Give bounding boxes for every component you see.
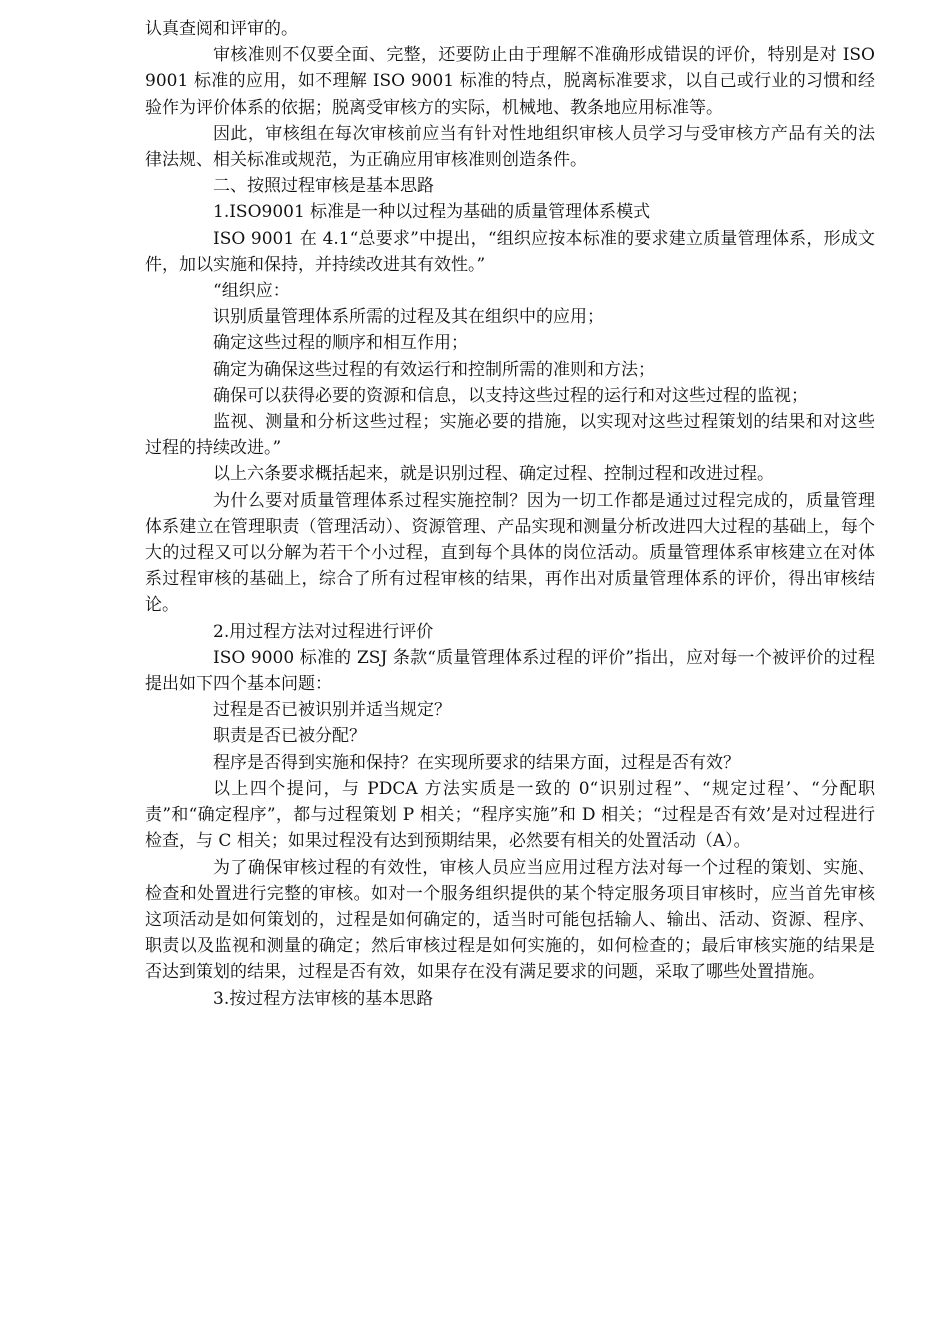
- paragraph: 二、按照过程审核是基本思路: [213, 176, 434, 197]
- paragraph: 职责是否已被分配？: [213, 726, 366, 747]
- paragraph: 因此，审核组在每次审核前应当有针对性地组织审核人员学习与受审核方产品有关的法律法规、相关标准或规范，为正确应用审核准则创造条件。: [145, 123, 875, 171]
- paragraph: 审核准则不仅要全面、完整，还要防止由于理解不准确形成错误的评价，特别是对 ISO 9001 标准的应用，如不理解 ISO 9001 标准的特点，脱离标准要求，以自己或行业的习惯和经验作为评价体系的依据；脱离受审核方的实际，机械地、教条地应用标准等。: [145, 45, 875, 118]
- paragraph: ISO 9001 在 4.1“总要求”中提出，“组织应按本标准的要求建立质量管理体系，形成文件，加以实施和保持，并持续改进其有效性。”: [145, 228, 875, 275]
- paragraph: 以上六条要求概括起来，就是识别过程、确定过程、控制过程和改进过程。: [213, 464, 774, 485]
- paragraph: 为了确保审核过程的有效性，审核人员应当应用过程方法对每一个过程的策划、实施、检查和处置进行完整的审核。如对一个服务组织提供的某个特定服务项目审核时，应当首先审核这项活动是如何策划的，过程是如何确定的，适当时可能包括输人、输出、活动、资源、程序、职责以及监视和测量的确定；然后审核过程是如何实施的，如何检查的；最后审核实施的结果是否达到策划的结果，过程是否有效，如果存在没有满足要求的问题，采取了哪些处置措施。: [145, 857, 875, 983]
- paragraph: 过程是否已被识别并适当规定？: [213, 700, 451, 721]
- paragraph: “组织应：: [213, 281, 290, 302]
- paragraph: 识别质量管理体系所需的过程及其在组织中的应用；: [213, 307, 604, 328]
- paragraph: 认真查阅和评审的。: [145, 19, 298, 39]
- paragraph: 监视、测量和分析这些过程；实施必要的措施，以实现对这些过程策划的结果和对这些过程的持续改进。”: [145, 412, 875, 459]
- paragraph: 确保可以获得必要的资源和信息，以支持这些过程的运行和对这些过程的监视；: [213, 385, 808, 406]
- paragraph: 确定为确保这些过程的有效运行和控制所需的准则和方法；: [213, 359, 655, 380]
- document-body: [145, 16, 875, 1012]
- paragraph: 为什么要对质量管理体系过程实施控制？因为一切工作都是通过过程完成的，质量管理体系建立在管理职责（管理活动）、资源管理、产品实现和测量分析改进四大过程的基础上，每个大的过程又可以分解为若干个小过程，直到每个具体的岗位活动。质量管理体系审核建立在对体系过程审核的基础上，综合了所有过程审核的结果，再作出对质量管理体系的评价，得出审核结论。: [145, 490, 875, 616]
- paragraph: 3.按过程方法审核的基本思路: [213, 988, 434, 1009]
- paragraph: 确定这些过程的顺序和相互作用；: [213, 333, 468, 354]
- paragraph: 1.ISO9001 标准是一种以过程为基础的质量管理体系模式: [213, 202, 651, 223]
- paragraph: 2.用过程方法对过程进行评价: [213, 621, 434, 642]
- paragraph: 以上四个提问，与 PDCA 方法实质是一致的 0“识别过程”、“规定过程’、“分配职责”和“确定程序”，都与过程策划 P 相关；“程序实施”和 D 相关；“过程是否有效’是对过程进行检查，与 C 相关；如果过程没有达到预期结果，必然要有相关的处置活动（A）。: [145, 778, 875, 852]
- paragraph: ISO 9000 标准的 ZSJ 条款“质量管理体系过程的评价”指出，应对每一个被评价的过程提出如下四个基本问题：: [145, 647, 875, 695]
- paragraph: 程序是否得到实施和保持？在实现所要求的结果方面，过程是否有效？: [213, 752, 740, 773]
